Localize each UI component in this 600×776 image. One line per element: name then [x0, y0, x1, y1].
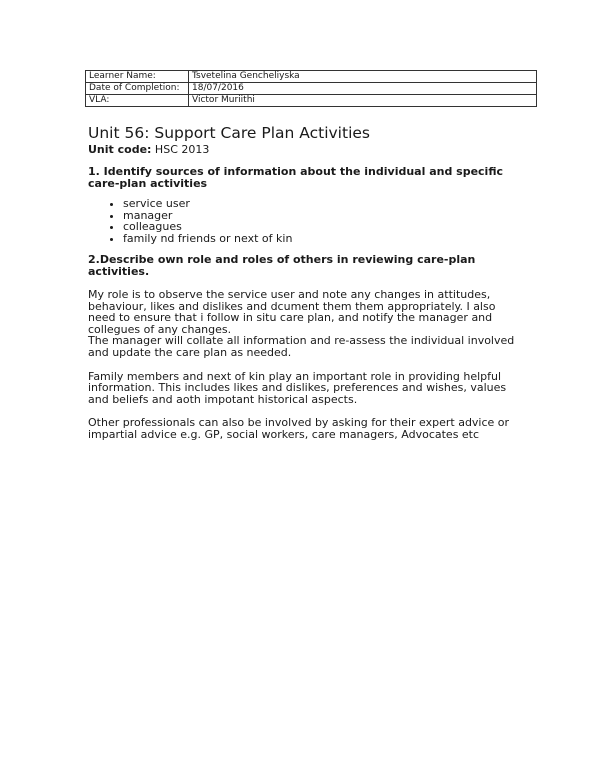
learner-info-table: [85, 70, 537, 107]
vla-value: Victor Muriithi: [189, 95, 537, 107]
list-item: • manager: [123, 210, 518, 222]
answer-paragraph-own-role: My role is to observe the service user and note any changes in attitudes, behaviour, likes and dislikes and dcument them them appropriately. I also need to ensure that i follow in situ care plan, and notify the manager and collegues of any changes.: [88, 288, 496, 336]
table-row: [86, 71, 537, 83]
question-1-heading: 1. Identify sources of information about the individual and specific care-plan activities: [88, 165, 503, 190]
list-item: • family nd friends or next of kin: [123, 233, 518, 245]
unit-code-value: HSC 2013: [151, 143, 210, 156]
table-row: [86, 95, 537, 107]
document-body: [88, 124, 518, 441]
list-item: • service user: [123, 198, 518, 210]
answer-paragraph-family-role: Family members and next of kin play an important role in providing helpful information. This includes likes and dislikes, preferences and wishes, values and beliefs and aoth impotant historical aspects.: [88, 369, 507, 406]
vla-label: VLA:: [86, 95, 189, 107]
completion-date-value: 18/07/2016: [189, 83, 537, 95]
answer-paragraph-manager-role: The manager will collate all information and re-assess the individual involved and update the care plan as needed.: [88, 334, 515, 359]
list-item: • colleagues: [123, 221, 518, 233]
learner-name-label: Learner Name:: [86, 71, 189, 83]
unit-code-label: Unit code:: [88, 143, 152, 156]
unit-title: Unit 56: Support Care Plan Activities: [88, 124, 370, 142]
unit-code: [88, 143, 518, 156]
completion-date-label: Date of Completion:: [86, 83, 189, 95]
learner-name-value: Tsvetelina Gencheliyska: [189, 71, 537, 83]
question-2-heading: 2.Describe own role and roles of others in reviewing care-plan activities.: [88, 253, 476, 278]
table-row: [86, 83, 537, 95]
answer-paragraph-professionals-role: Other professionals can also be involved by asking for their expert advice or impartial advice e.g. GP, social workers, care managers, Advocates etc: [88, 416, 510, 441]
information-sources-list: [88, 198, 518, 244]
